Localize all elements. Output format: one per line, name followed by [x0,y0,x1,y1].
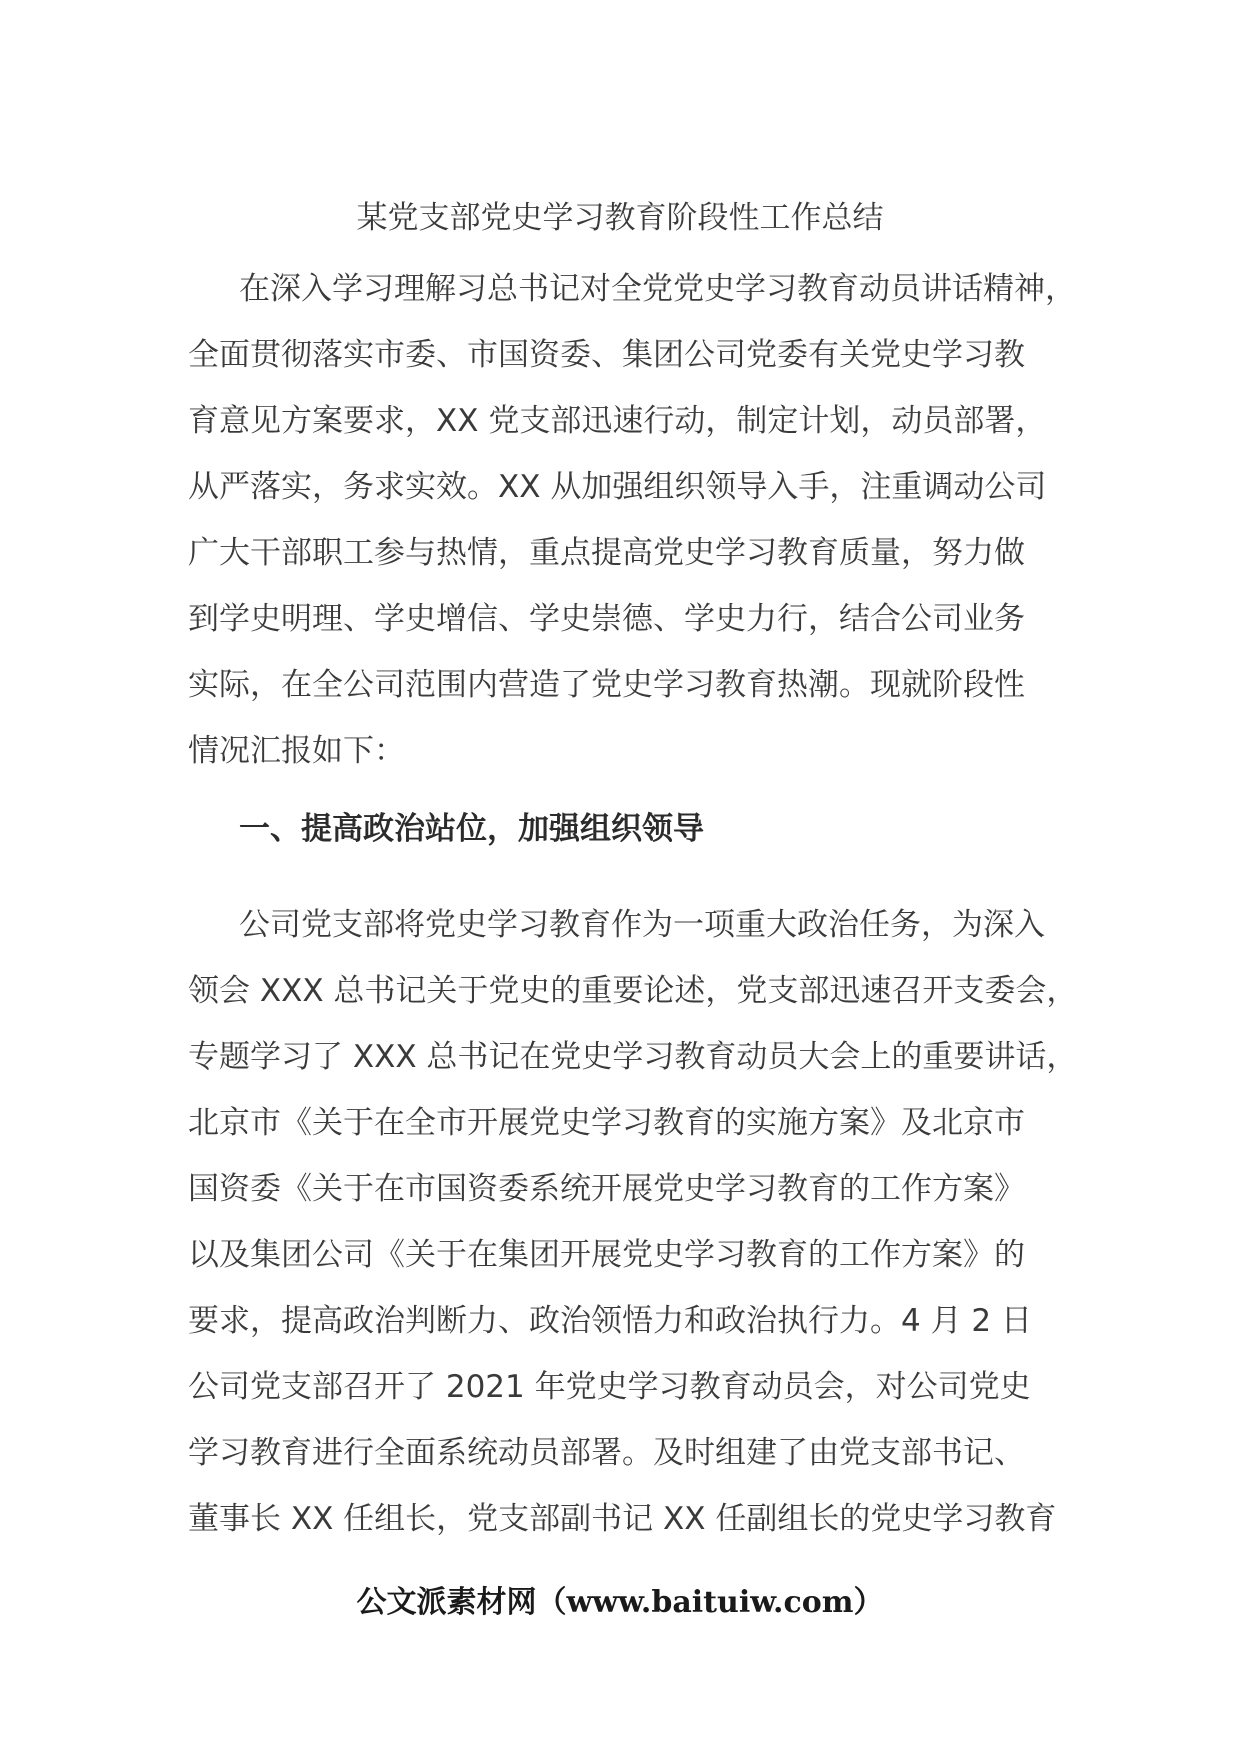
paragraph-line: 广大干部职工参与热情，重点提高党史学习教育质量，努力做 [188,535,1025,571]
paragraph-1 [188,256,1088,784]
paragraph-line: 以及集团公司《关于在集团开展党史学习教育的工作方案》的 [188,1237,1025,1273]
document-title: 某党支部党史学习教育阶段性工作总结 [356,200,884,236]
paragraph-line: 在深入学习理解习总书记对全党党史学习教育动员讲话精神， [239,271,1076,307]
paragraph-line: 到学史明理、学史增信、学史崇德、学史力行，结合公司业务 [188,601,1025,637]
paragraph-line: 学习教育进行全面系统动员部署。及时组建了由党支部书记、 [188,1435,1025,1471]
paragraph-line: 公司党支部召开了 2021 年党史学习教育动员会，对公司党史 [188,1369,1031,1405]
paragraph-line: 北京市《关于在全市开展党史学习教育的实施方案》及北京市 [188,1105,1025,1141]
paragraph-line: 董事长 XX 任组长，党支部副书记 XX 任副组长的党史学习教育 [188,1501,1057,1537]
paragraph-line: 国资委《关于在市国资委系统开展党史学习教育的工作方案》 [188,1171,1025,1207]
footer-watermark: 公文派素材网（www.baituiw.com） [356,1585,884,1620]
paragraph-2 [188,892,1088,1552]
paragraph-line: 领会 XXX 总书记关于党史的重要论述，党支部迅速召开支委会， [188,973,1078,1009]
section-heading: 一、提高政治站位，加强组织领导 [239,811,704,847]
paragraph-line: 专题学习了 XXX 总书记在党史学习教育动员大会上的重要讲话， [188,1039,1078,1075]
paragraph-line: 实际，在全公司范围内营造了党史学习教育热潮。现就阶段性 [188,667,1025,703]
paragraph-line: 从严落实，务求实效。XX 从加强组织领导入手，注重调动公司 [188,469,1047,505]
paragraph-line: 公司党支部将党史学习教育作为一项重大政治任务，为深入 [239,907,1045,943]
paragraph-line: 要求，提高政治判断力、政治领悟力和政治执行力。4 月 2 日 [188,1303,1033,1339]
paragraph-line: 全面贯彻落实市委、市国资委、集团公司党委有关党史学习教 [188,337,1025,373]
paragraph-line: 情况汇报如下： [188,733,405,769]
paragraph-line: 育意见方案要求，XX 党支部迅速行动，制定计划，动员部署， [188,403,1047,439]
